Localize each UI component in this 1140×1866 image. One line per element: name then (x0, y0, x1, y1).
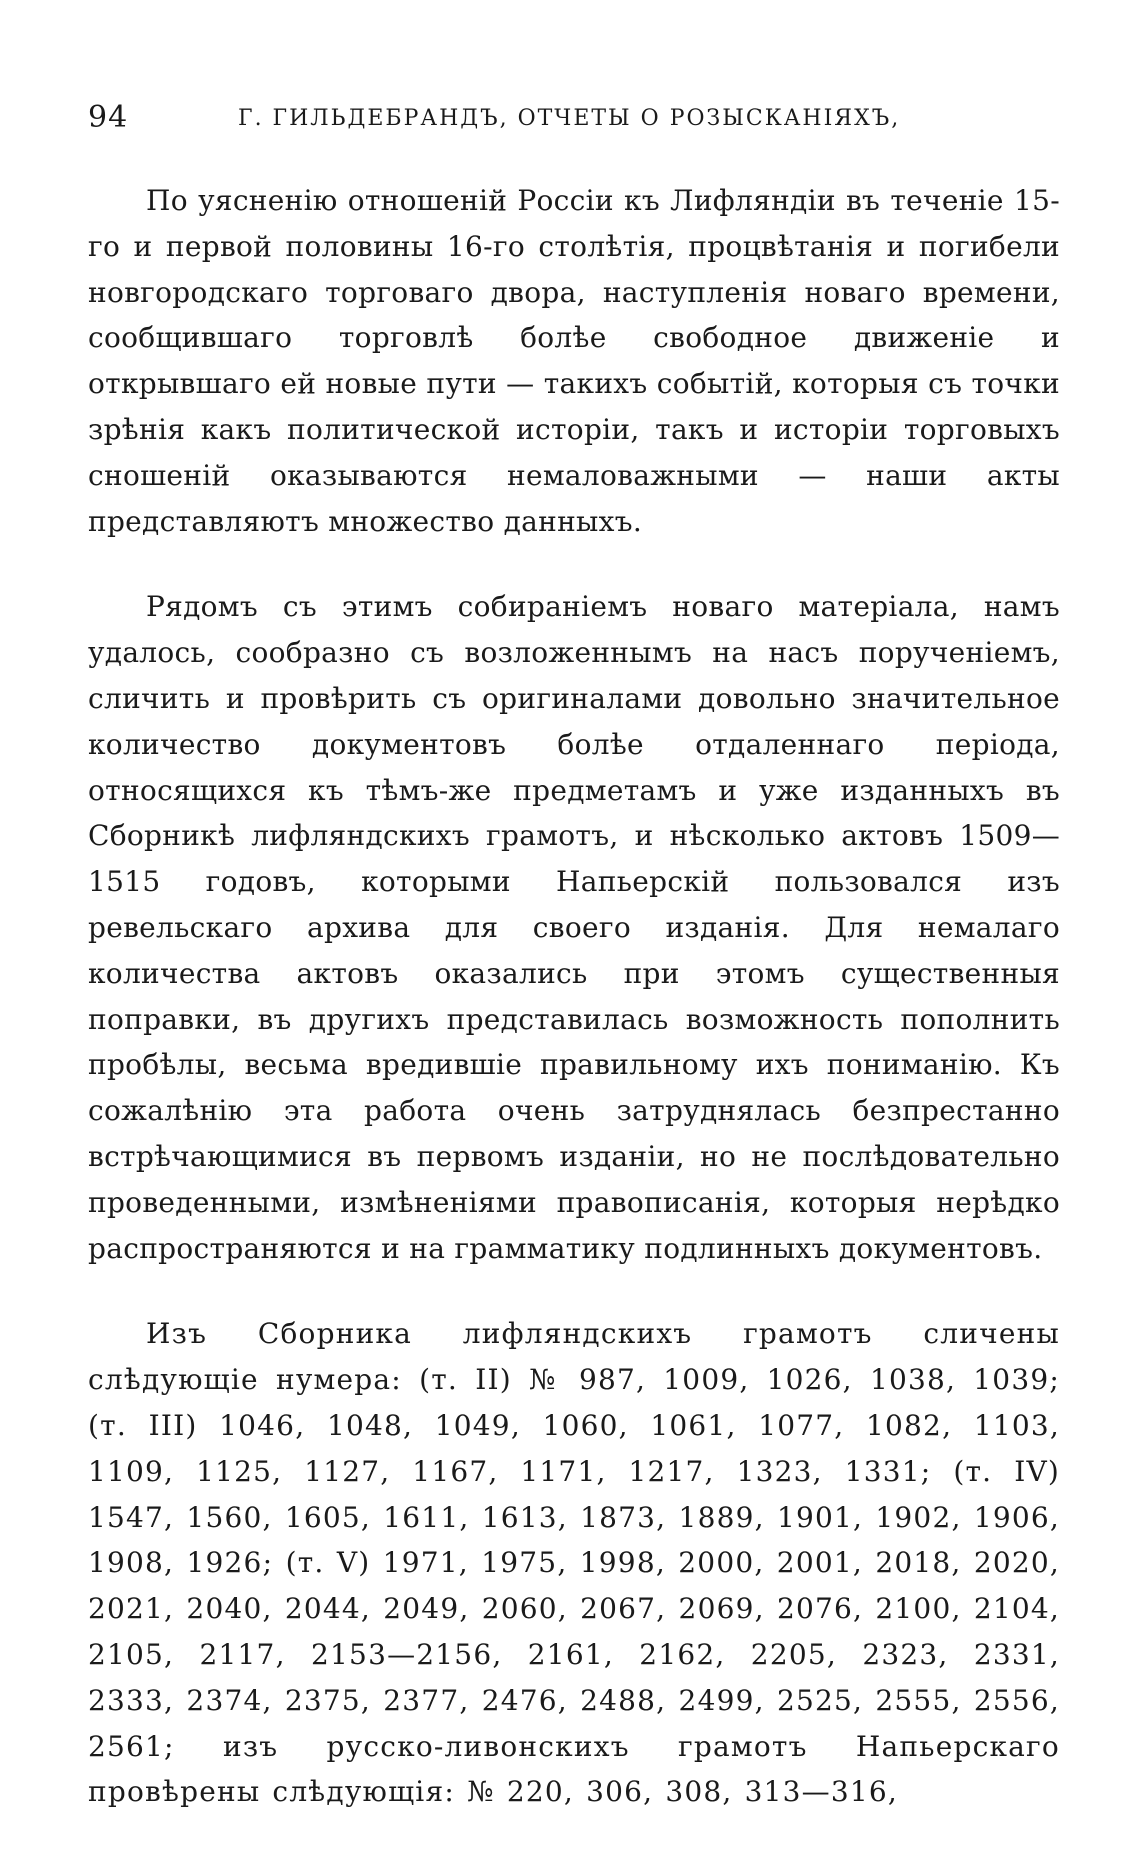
page-number: 94 (88, 100, 129, 135)
paragraph-document-numbers: Изъ Сборника лифляндскихъ грамотъ сличены слѣдующіе нумера: (т. II) № 987, 1009, 1026, 1038, 1039; (т. III) 1046, 1048, 1049, 1060, 1061, 1077, 1082, 1103, 1109, 1125, 1127, 1167, 1171, 1217, 1323, 1331; (т. IV) 1547, 1560, 1605, 1611, 1613, 1873, 1889, 1901, 1902, 1906, 1908, 1926; (т. V) 1971, 1975, 1998, 2000, 2001, 2018, 2020, 2021, 2040, 2044, 2049, 2060, 2067, 2069, 2076, 2100, 2104, 2105, 2117, 2153—2156, 2161, 2162, 2205, 2323, 2331, 2333, 2374, 2375, 2377, 2476, 2488, 2499, 2525, 2555, 2556, 2561; изъ русско-ливонскихъ грамотъ Напьерскаго провѣрены слѣдующія: № 220, 306, 308, 313—316, (88, 1317, 1060, 1809)
running-title: Г. ГИЛЬДЕБРАНДЪ, ОТЧЕТЫ О РОЗЫСКАНІЯХЪ, (238, 106, 901, 131)
body-text (88, 178, 1060, 1815)
paragraph-relations: По уясненію отношеній Россіи къ Лифляндіи въ теченіе 15-го и первой половины 16-го столѣтія, процвѣтанія и погибели новгородскаго торговаго двора, наступленія новаго времени, сообщившаго торговлѣ болѣе свободное движеніе и открывшаго ей новые пути — такихъ событій, которыя съ точки зрѣнія какъ политической исторіи, такъ и исторіи торговыхъ сношеній оказываются немаловажными — наши акты представляютъ множество данныхъ. (88, 184, 1060, 538)
running-head (88, 100, 1060, 140)
paragraph-collation: Рядомъ съ этимъ собираніемъ новаго матеріала, намъ удалось, сообразно съ возложеннымъ на насъ порученіемъ, сличить и провѣрить съ оригиналами довольно значительное количество документовъ болѣе отдаленнаго періода, относящихся къ тѣмъ-же предметамъ и уже изданныхъ въ Сборникѣ лифляндскихъ грамотъ, и нѣсколько актовъ 1509—1515 годовъ, которыми Напьерскій пользовался изъ ревельскаго архива для своего изданія. Для немалаго количества актовъ оказались при этомъ существенныя поправки, въ другихъ представилась возможность пополнить пробѣлы, весьма вредившіе правильному ихъ пониманію. Къ сожалѣнію эта работа очень затруднялась безпрестанно встрѣчающимися въ первомъ изданіи, но не послѣдовательно проведенными, измѣненіями правописанія, которыя нерѣдко распространяются и на грамматику подлинныхъ документовъ. (88, 590, 1060, 1265)
